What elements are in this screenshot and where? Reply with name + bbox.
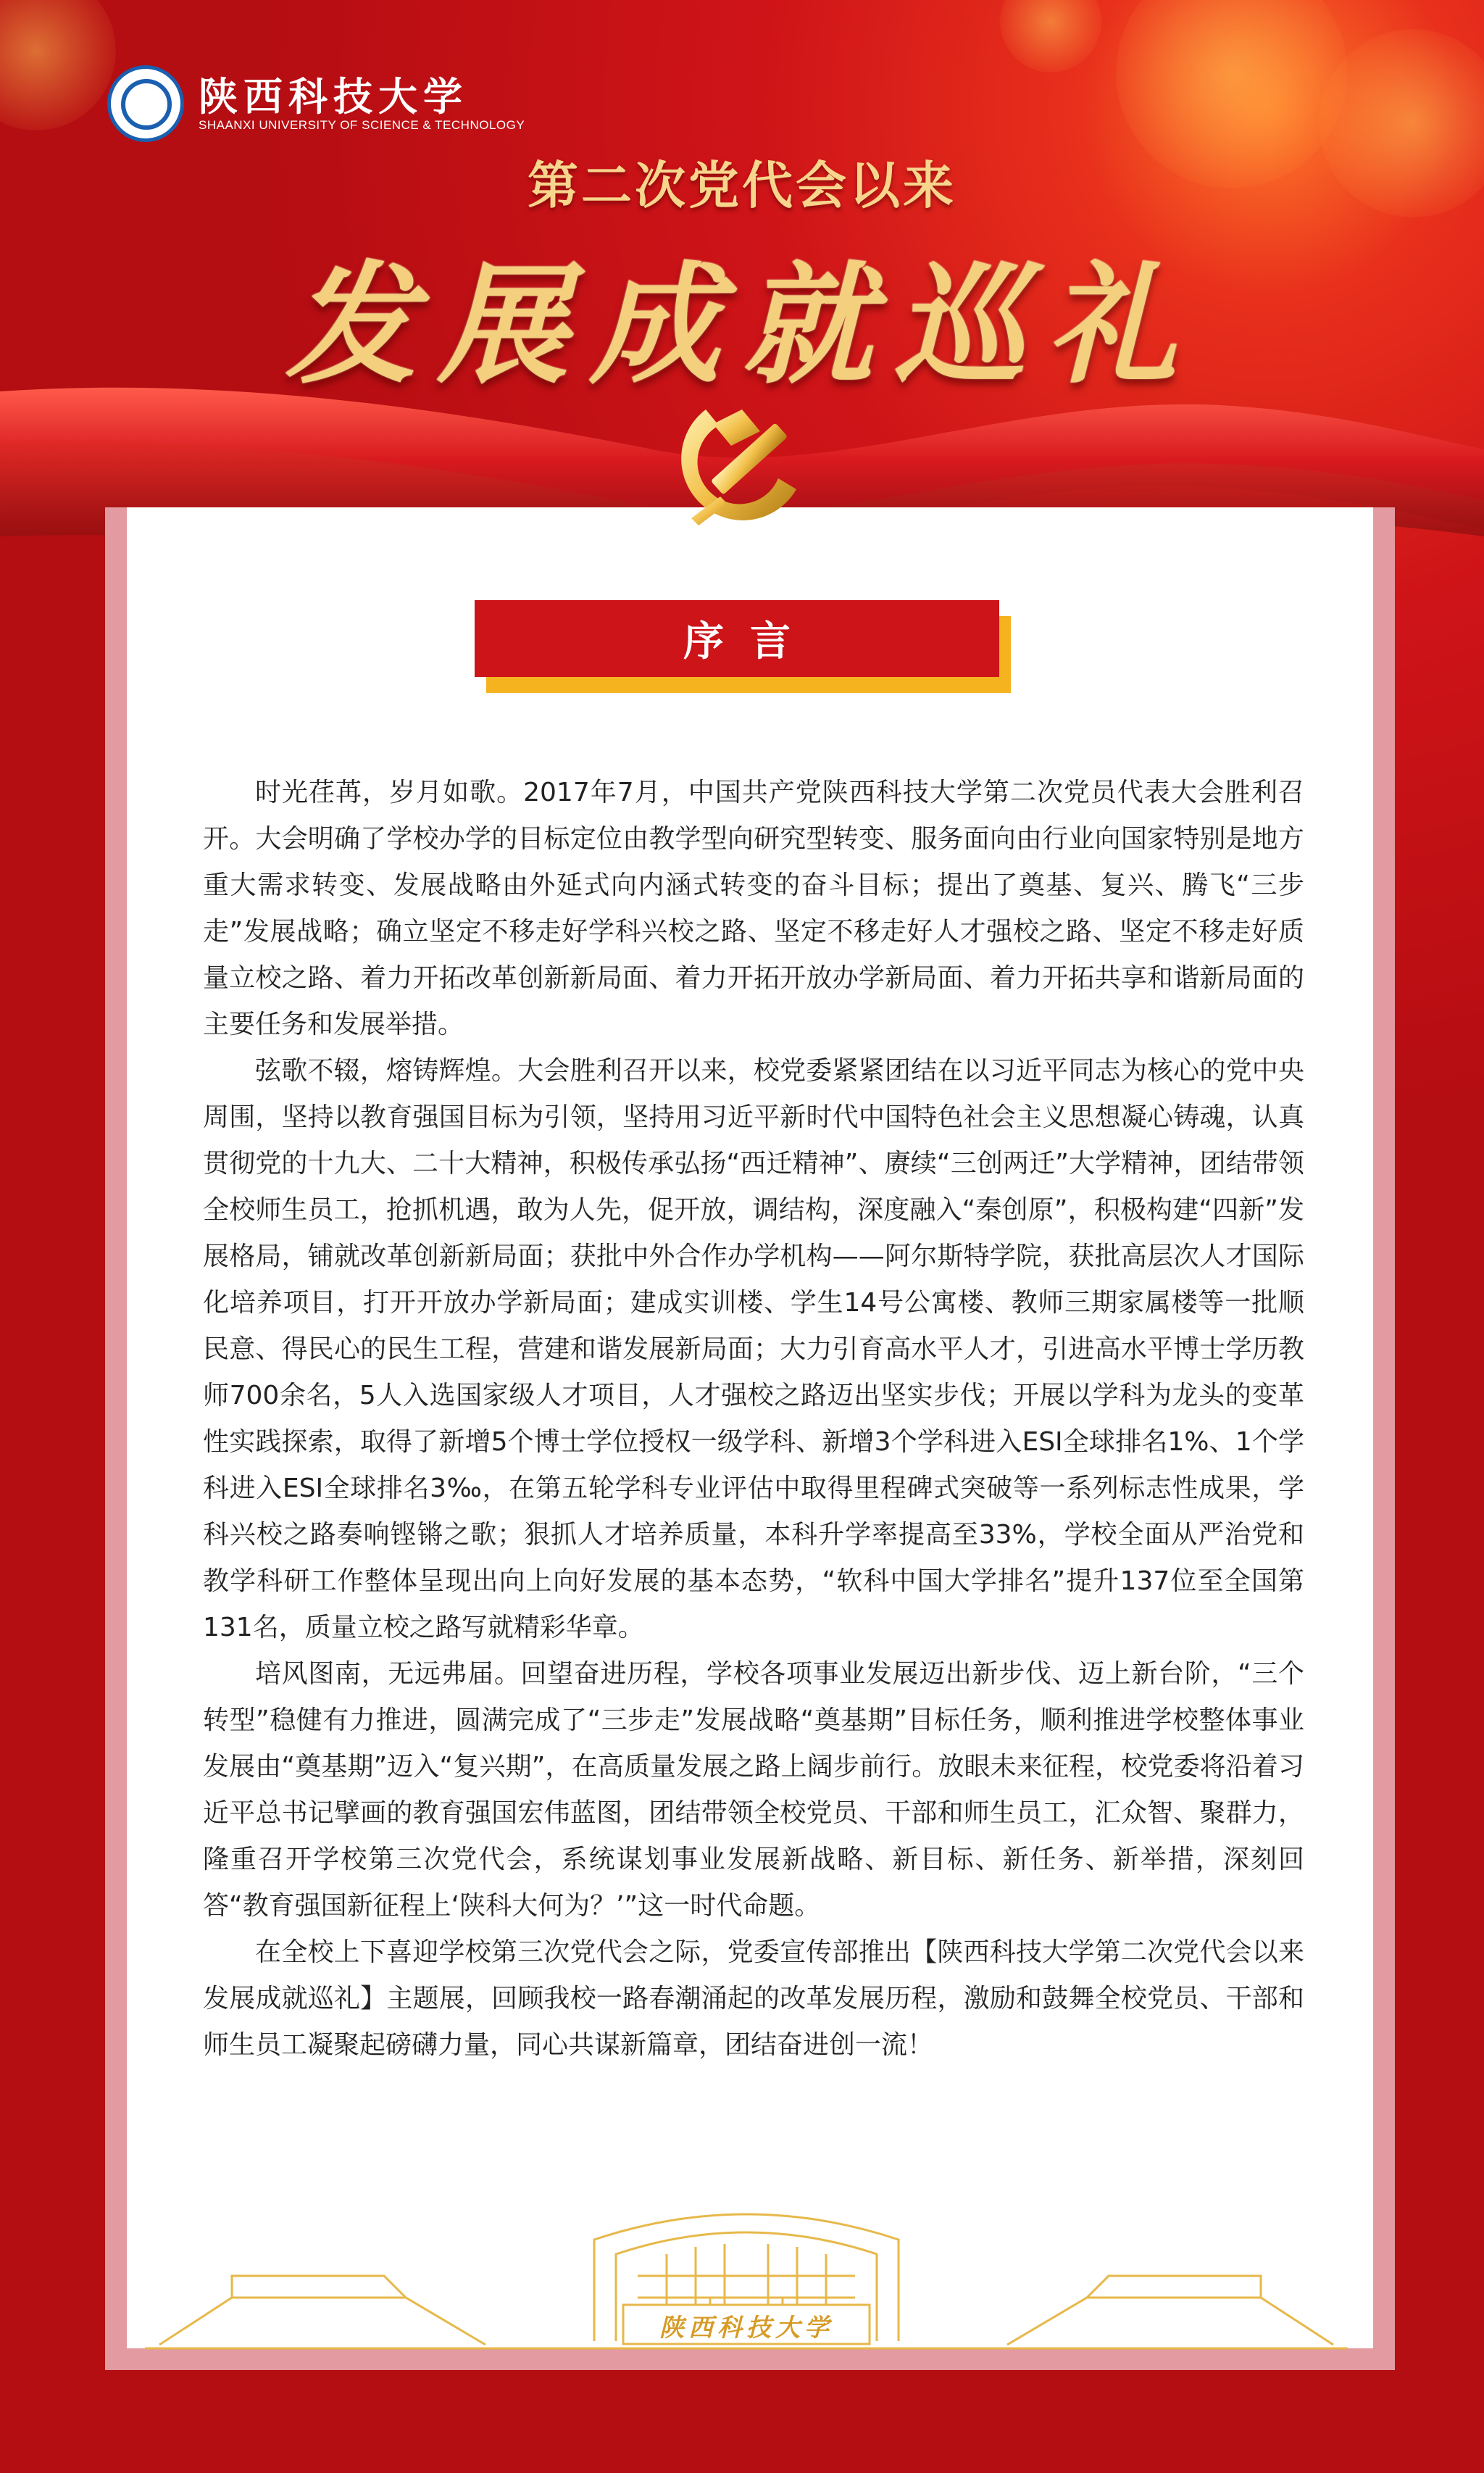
poster-subtitle: 第二次党代会以来	[528, 155, 956, 215]
university-name-cn: 陕西科技大学	[199, 73, 468, 120]
section-heading	[475, 600, 1011, 693]
university-seal-icon	[107, 65, 184, 142]
preface-paragraph: 在全校上下喜迎学校第三次党代会之际，党委宣传部推出【陕西科技大学第二次党代会以来发展成就巡礼】主题展，回顾我校一路春潮涌起的改革发展历程，激励和鼓舞全校党员、干部和师生员工凝聚起磅礴力量，同心共谋新篇章，团结奋进创一流！	[203, 1937, 1304, 2060]
preface-body	[203, 770, 1304, 2069]
preface-paragraph: 培风图南，无远弗届。回望奋进历程，学校各项事业发展迈出新步伐、迈上新台阶，“三个转型”稳健有力推进，圆满完成了“三步走”发展战略“奠基期”目标任务，顺利推进学校整体事业发展由“奠基期”迈入“复兴期”，在高质量发展之路上阔步前行。放眼未来征程，校党委将沿着习近平总书记擘画的教育强国宏伟蓝图，团结带领全校党员、干部和师生员工，汇众智、聚群力，隆重召开学校第三次党代会，系统谋划事业发展新战略、新目标、新任务、新举措，深刻回答“教育强国新征程上‘陕科大何为？’”这一时代命题。	[203, 1659, 1304, 1921]
party-emblem-icon	[662, 381, 822, 540]
bokeh-light	[0, 0, 116, 130]
poster-title: 发展成就巡礼	[285, 249, 1199, 402]
bokeh-light	[1000, 0, 1101, 72]
preface-paragraph: 时光荏苒，岁月如歌。2017年7月，中国共产党陕西科技大学第二次党员代表大会胜利召开。大会明确了学校办学的目标定位由教学型向研究型转变、服务面向由行业向国家特别是地方重大需求转变、发展战略由外延式向内涵式转变的奋斗目标；提出了奠基、复兴、腾飞“三步走”发展战略；确立坚定不移走好学科兴校之路、坚定不移走好人才强校之路、坚定不移走好质量立校之路、着力开拓改革创新新局面、着力开拓开放办学新局面、着力开拓共享和谐新局面的主要任务和发展举措。	[203, 778, 1304, 1039]
preface-paragraph: 弦歌不辍，熔铸辉煌。大会胜利召开以来，校党委紧紧团结在以习近平同志为核心的党中央周围，坚持以教育强国目标为引领，坚持用习近平新时代中国特色社会主义思想凝心铸魂，认真贯彻党的十九大、二十大精神，积极传承弘扬“西迁精神”、赓续“三创两迁”大学精神，团结带领全校师生员工，抢抓机遇，敢为人先，促开放，调结构，深度融入“秦创原”，积极构建“四新”发展格局，铺就改革创新新局面；获批中外合作办学机构——阿尔斯特学院，获批高层次人才国际化培养项目，打开开放办学新局面；建成实训楼、学生14号公寓楼、教师三期家属楼等一批顺民意、得民心的民生工程，营建和谐发展新局面；大力引育高水平人才，引进高水平博士学历教师700余名，5人入选国家级人才项目，人才强校之路迈出坚实步伐；开展以学科为龙头的变革性实践探索，取得了新增5个博士学位授权一级学科、新增3个学科进入ESI全球排名1%、1个学科进入ESI全球排名3‰，在第五轮学科专业评估中取得里程碑式突破等一系列标志性成果，学科兴校之路奏响铿锵之歌；狠抓人才培养质量，本科升学率提高至33%，学校全面从严治党和教学科研工作整体呈现出向上向好发展的基本态势，“软科中国大学排名”提升137位至全国第131名，质量立校之路写就精彩华章。	[203, 1056, 1304, 1642]
section-heading-label: 序言	[475, 600, 999, 677]
gate-label: 陕西科技大学	[659, 2314, 833, 2343]
university-logo	[107, 65, 525, 142]
university-name-en: SHAANXI UNIVERSITY OF SCIENCE & TECHNOLOGY	[199, 118, 525, 132]
